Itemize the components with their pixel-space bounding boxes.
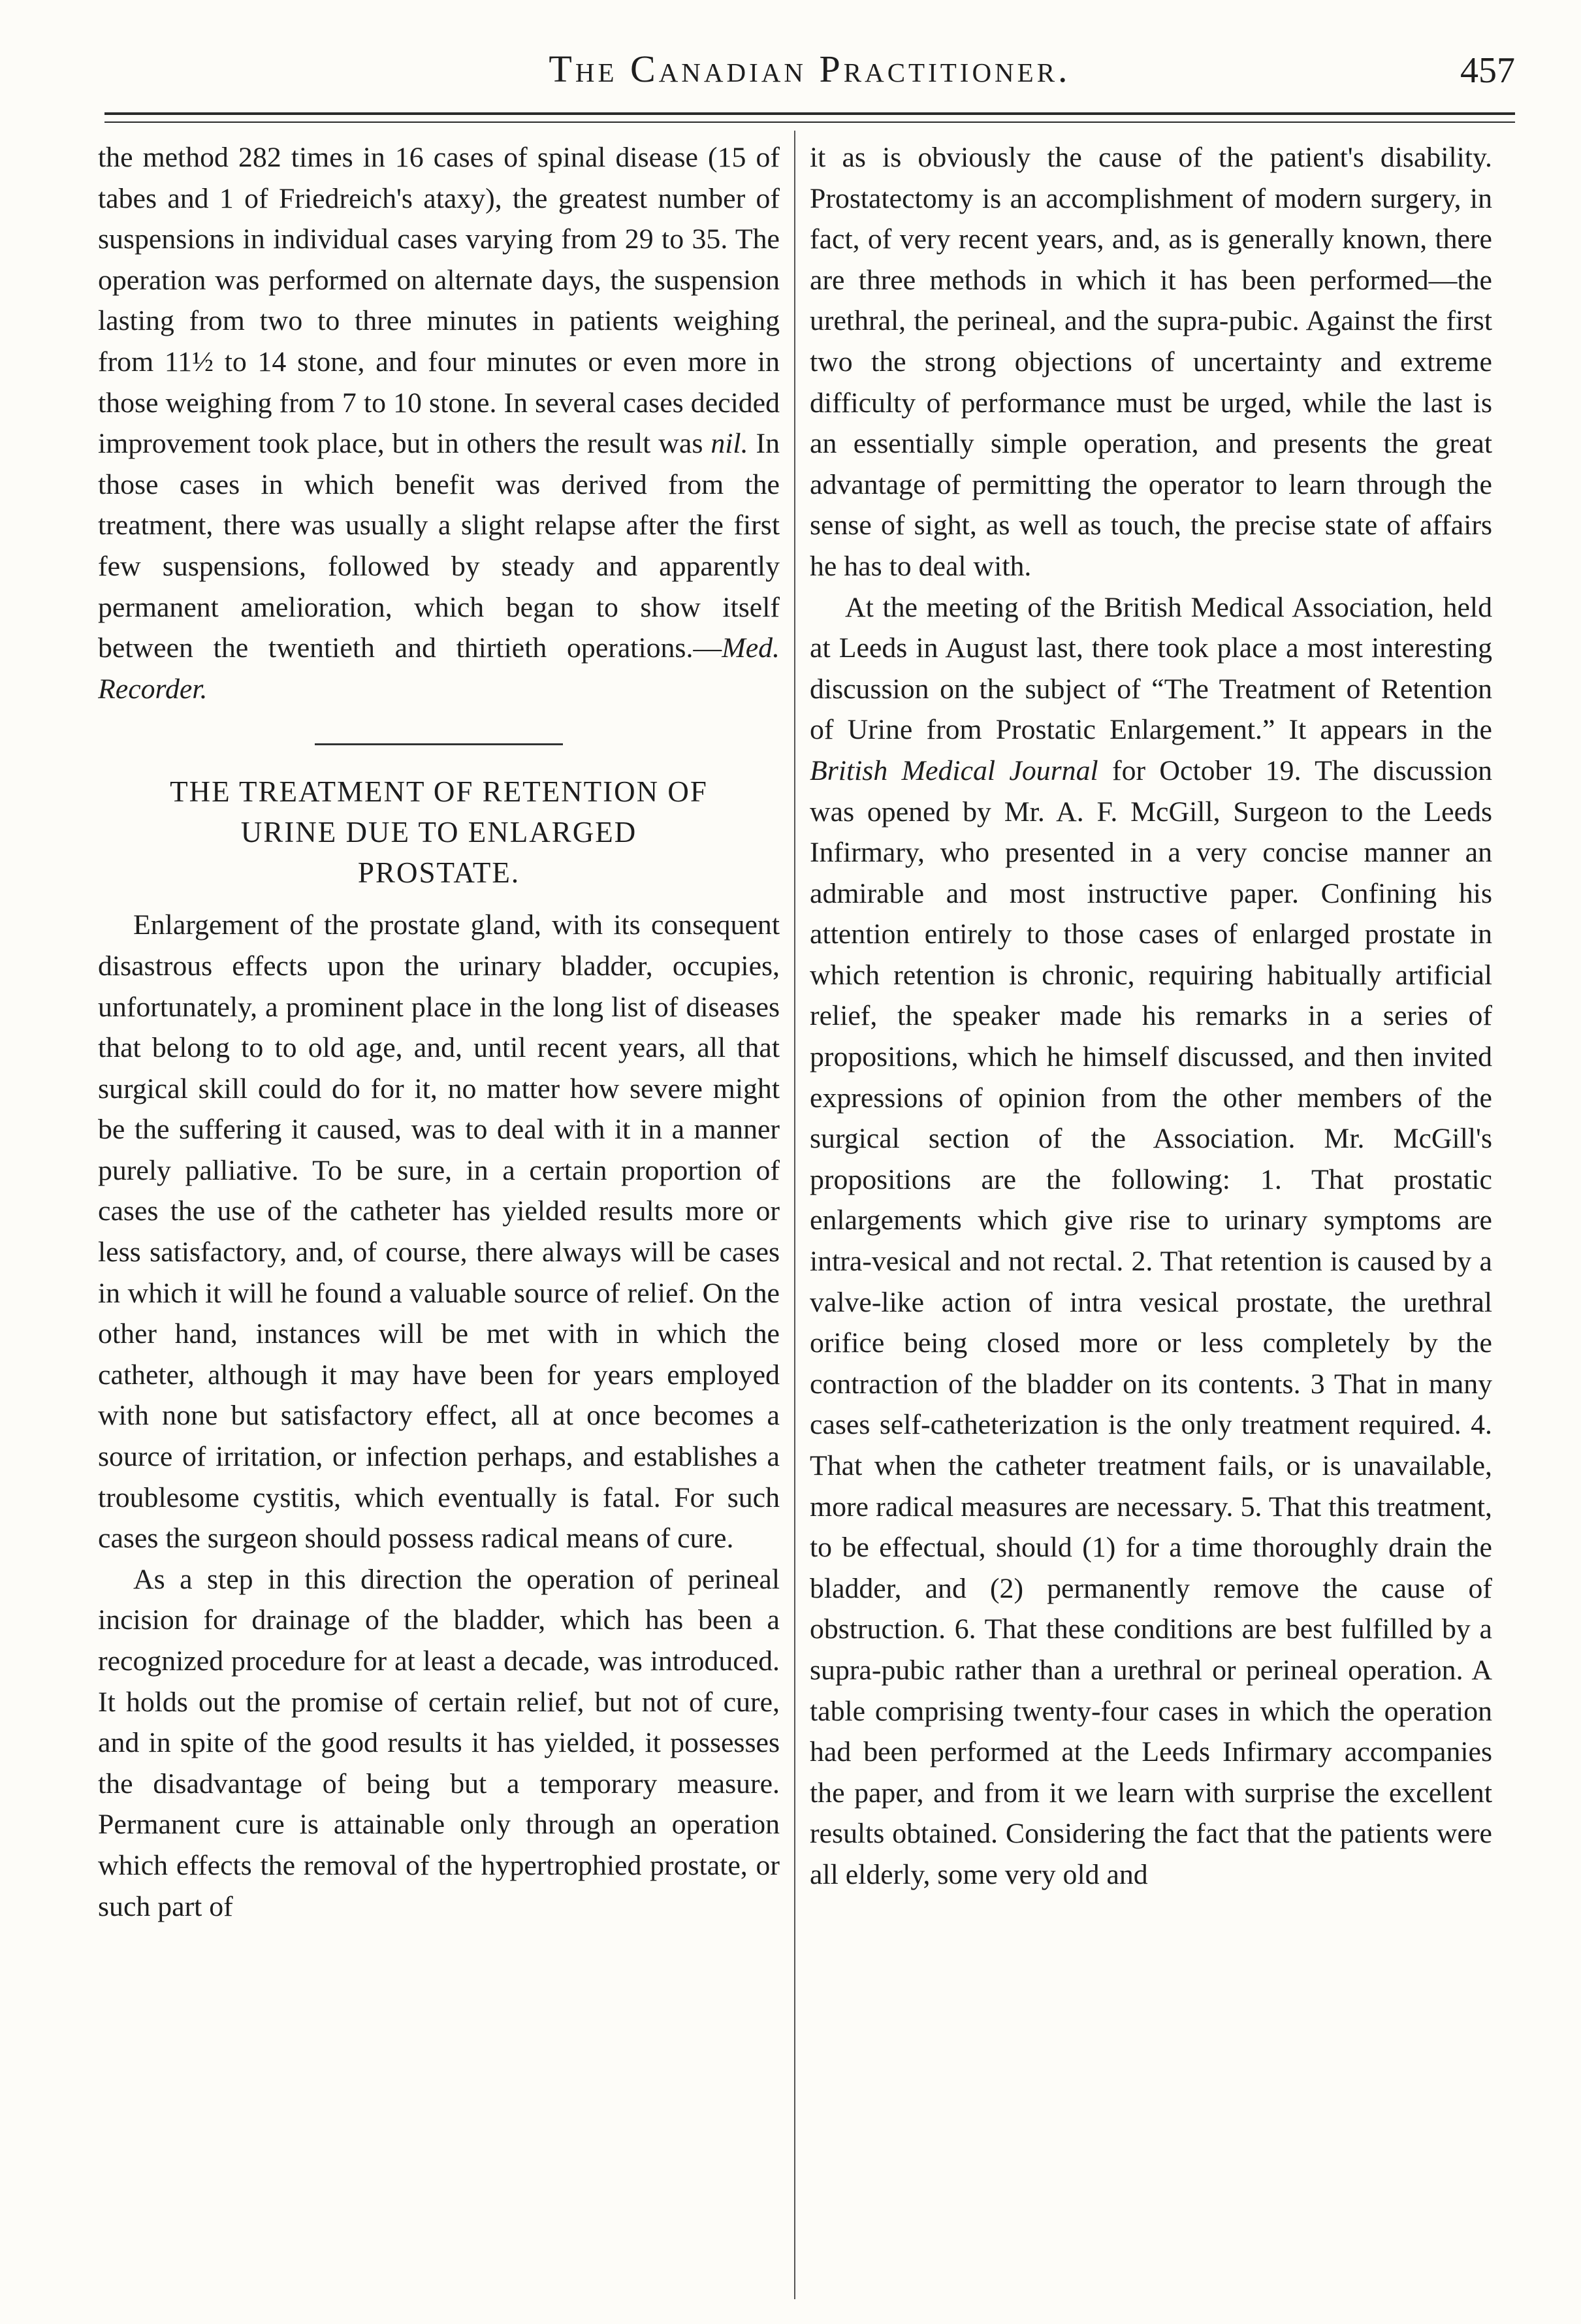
- italic-text: nil.: [711, 428, 748, 460]
- paragraph: Enlargement of the prostate gland, with its consequent disastrous effects upon the urinary bladder, occupies, unfortunately, a prominent place in the long list of diseases that belong to to old age, and, until recent years, all that surgical skill could do for it, no matter how severe might be the suffering it caused, was to deal with it in a manner purely palliative. To be sure, in a certain proportion of cases the use of the catheter has yielded results more or less satisfactory, and, of course, there always will be cases in which it will he found a valuable source of relief. On the other hand, instances will be met with in which the catheter, although it may have been for years employed with none but satisfactory effect, all at once becomes a source of irritation, or infection perhaps, and establishes a troublesome cystitis, which eventually is fatal. For such cases the surgeon should possess radical means of cure.: [98, 909, 780, 1555]
- header-rule: [104, 112, 1515, 115]
- paragraph: [810, 587, 1492, 1896]
- left-column: [98, 137, 780, 2306]
- article-title-line: URINE DUE TO ENLARGED: [240, 816, 637, 849]
- paragraph-continued: [98, 137, 780, 709]
- text-run: At the meeting of the British Medical Association, held at Leeds in August last, there took place a most interesting discussion on the subject of “The Treatment of Retention of Urine from Prostatic Enlargement.” It appears in the: [810, 591, 1492, 746]
- text-run: for October 19. The discussion was opened by Mr. A. F. McGill, Surgeon to the Leeds Infirmary, who presented in a very concise manner an admirable and most instructive paper. Confining his attention entirely to those cases of enlarged prostate in which retention is chronic, requiring habitually artificial relief, the speaker made his remarks in a series of propositions, which he himself discussed, and then invited expressions of opinion from the other members of the surgical section of the Association. Mr. McGill's propositions are the following: 1. That prostatic enlargements which give rise to urinary symptoms are intra-vesical and not rectal. 2. That retention is caused by a valve-like action of intra vesical prostate, the urethral orifice being closed more or less completely by the contraction of the bladder on its contents. 3 That in many cases self-catheterization is the only treatment required. 4. That when the catheter treatment fails, or is unavailable, more radical measures are necessary. 5. That this treatment, to be effectual, should (1) for a time thoroughly drain the bladder, and (2) permanently remove the cause of obstruction. 6. That these conditions are best fulfilled by a supra-pubic rather than a urethral or perineal operation. A table comprising twenty-four cases in which the operation had been performed at the Leeds Infirmary accompanies the paper, and from it we learn with surprise the excellent results obtained. Considering the fact that the patients were all elderly, some very old and: [810, 754, 1492, 1890]
- article-title-line: THE TREATMENT OF RETENTION OF: [170, 775, 708, 809]
- section-divider: [315, 743, 563, 745]
- page-header: [104, 39, 1515, 111]
- journal-name: British Medical Journal: [810, 754, 1098, 786]
- running-title: The Canadian Practitioner.: [549, 48, 1071, 90]
- article-title: [98, 771, 780, 893]
- page-number: 457: [1460, 50, 1515, 91]
- article-title-line: PROSTATE.: [357, 856, 520, 890]
- source-citation: Med. Recorder.: [98, 632, 780, 705]
- column-divider: [794, 131, 795, 2299]
- text-run: the method 282 times in 16 cases of spinal disease (15 of tabes and 1 of Friedreich's ataxy), the greatest number of suspensions in individual cases varying from 29 to 35. The operation was performed on alternate days, the suspension lasting from two to three minutes in patients weighing from 11½ to 14 stone, and four minutes or even more in those weighing from 7 to 10 stone. In several cases decided improvement took place, but in others the result was: [98, 142, 780, 460]
- right-column: [810, 137, 1492, 2306]
- text-run: In those cases in which benefit was derived from the treatment, there was usually a slight relapse after the first few suspensions, followed by steady and apparently permanent amelioration, which began to show itself between the twentieth and thirtieth operations.—: [98, 428, 780, 664]
- paragraph-continued: it as is obviously the cause of the patient's disability. Prostatectomy is an accomplishment of modern surgery, in fact, of very recent years, and, as is generally known, there are three methods in which it has been performed—the urethral, the perineal, and the supra-pubic. Against the first two the strong objections of uncertainty and extreme difficulty of performance must be urged, while the last is an essentially simple operation, and presents the great advantage of permitting the operator to learn through the sense of sight, as well as touch, the precise state of affairs he has to deal with.: [810, 142, 1492, 582]
- header-rule-thin: [104, 121, 1515, 123]
- paragraph: As a step in this direction the operation of perineal incision for drainage of the bladder, which has been a recognized procedure for at least a decade, was introduced. It holds out the promise of certain relief, but not of cure, and in spite of the good results it has yielded, it possesses the disadvantage of being but a temporary measure. Permanent cure is attainable only through an operation which effects the removal of the hypertrophied prostate, or such part of: [98, 1563, 780, 1922]
